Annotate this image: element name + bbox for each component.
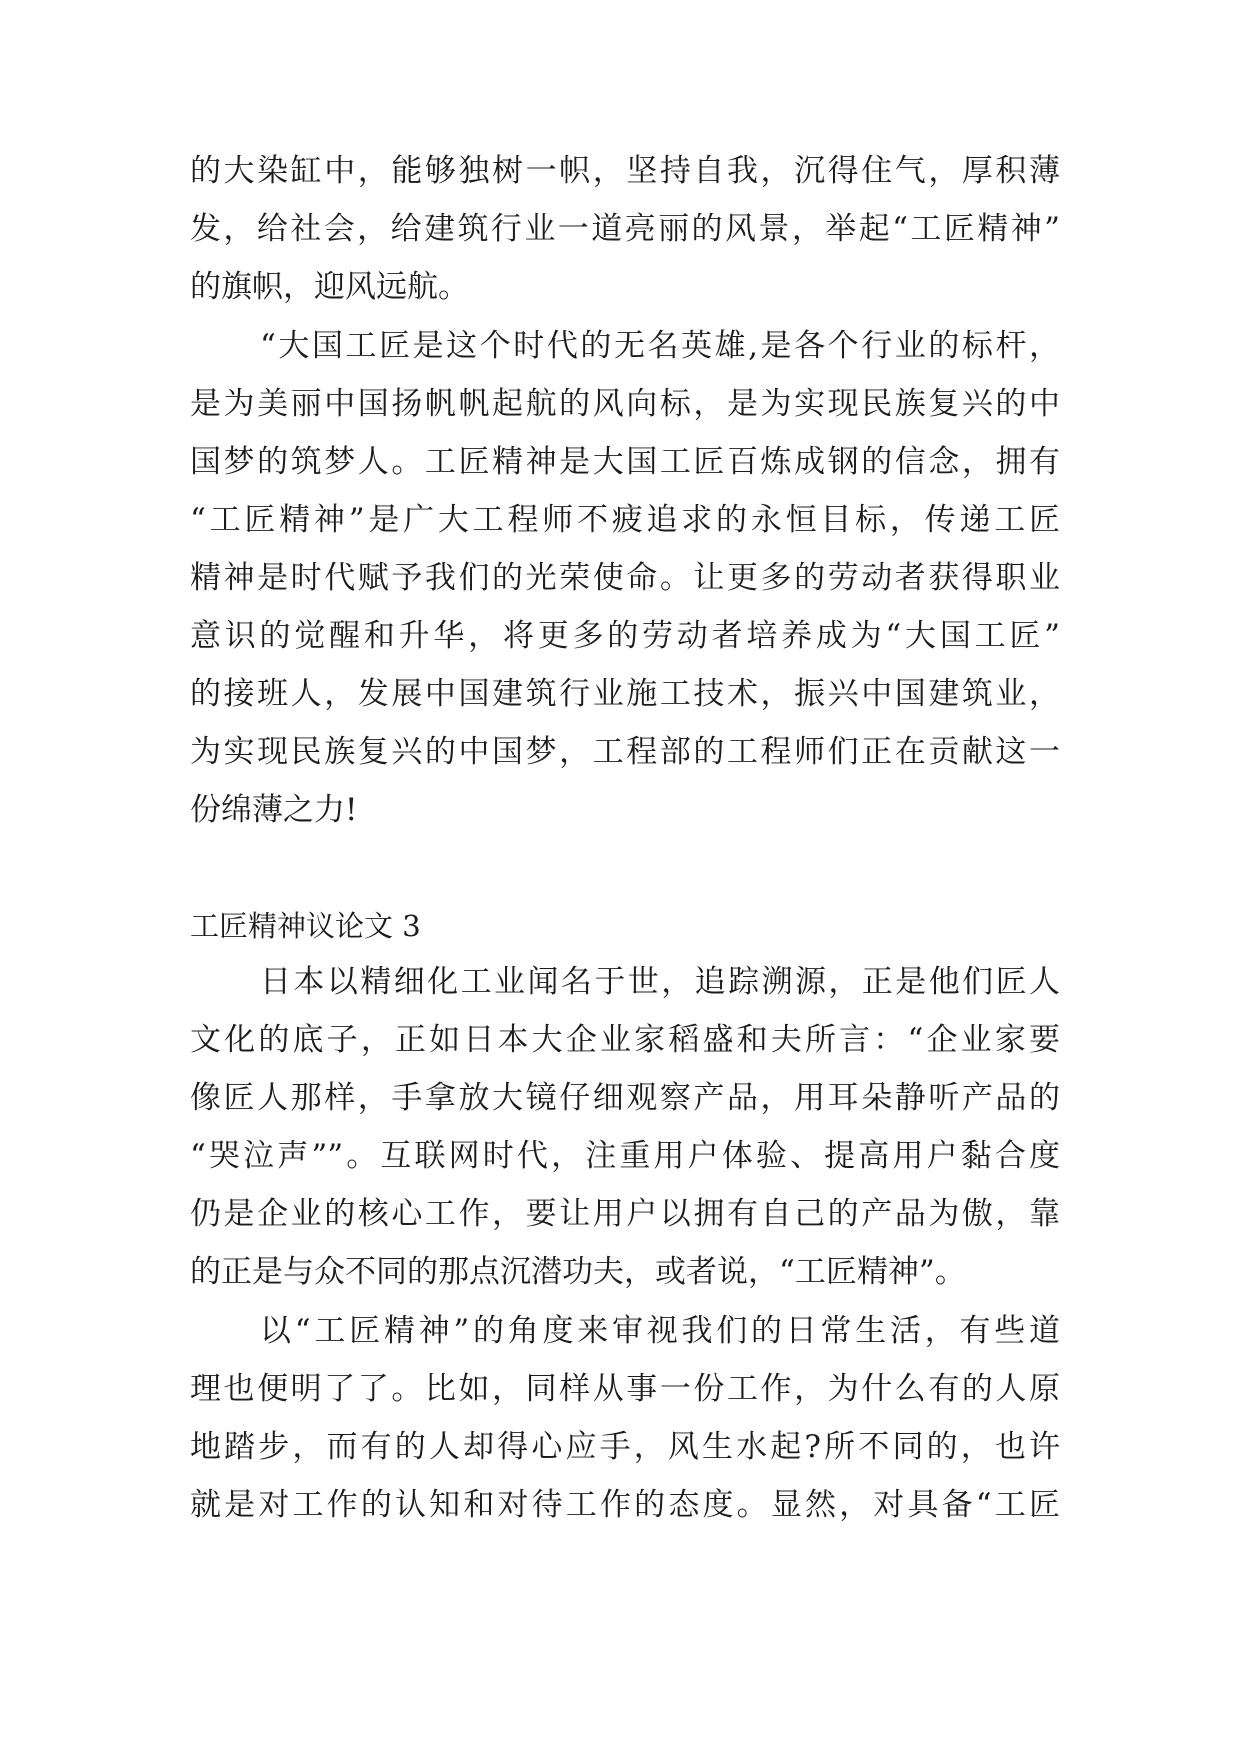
paragraph-line: 以“工匠精神”的角度来审视我们的日常生活，有些道 <box>260 1313 1060 1349</box>
paragraph-line: 份绵薄之力! <box>190 792 358 828</box>
paragraph-line: 仍是企业的核心工作，要让用户以拥有自己的产品为傲，靠 <box>190 1196 1060 1232</box>
paragraph-line: 的旗帜，迎风远航。 <box>190 269 469 305</box>
paragraph-line: 意识的觉醒和升华，将更多的劳动者培养成为“大国工匠” <box>190 618 1060 654</box>
paragraph-line: 国梦的筑梦人。工匠精神是大国工匠百炼成钢的信念，拥有 <box>190 444 1060 480</box>
section-heading: 工匠精神议论文 3 <box>190 909 421 943</box>
paragraph-line: 的正是与众不同的那点沉潜功夫，或者说，“工匠精神”。 <box>190 1254 966 1290</box>
paragraph-line: “哭泣声””。互联网时代，注重用户体验、提高用户黏合度 <box>190 1138 1060 1174</box>
paragraph-line: 文化的底子，正如日本大企业家稻盛和夫所言：“企业家要 <box>190 1022 1060 1058</box>
paragraph-line: 像匠人那样，手拿放大镜仔细观察产品，用耳朵静听产品的 <box>190 1080 1060 1116</box>
paragraph-line: 地踏步，而有的人却得心应手，风生水起?所不同的，也许 <box>190 1429 1060 1465</box>
paragraph-line: 的大染缸中，能够独树一帜，坚持自我，沉得住气，厚积薄 <box>190 153 1060 189</box>
paragraph-line: 日本以精细化工业闻名于世，追踪溯源，正是他们匠人 <box>260 964 1060 1000</box>
paragraph-line: “大国工匠是这个时代的无名英雄,是各个行业的标杆， <box>260 328 1060 364</box>
paragraph-line: 是为美丽中国扬帆帆起航的风向标，是为实现民族复兴的中 <box>190 386 1060 422</box>
paragraph-line: 就是对工作的认知和对待工作的态度。显然，对具备“工匠 <box>190 1487 1060 1523</box>
paragraph-line: 为实现民族复兴的中国梦，工程部的工程师们正在贡献这一 <box>190 734 1060 770</box>
paragraph-line: 精神是时代赋予我们的光荣使命。让更多的劳动者获得职业 <box>190 560 1060 596</box>
paragraph-line: “工匠精神”是广大工程师不疲追求的永恒目标，传递工匠 <box>190 502 1060 538</box>
paragraph-line: 的接班人，发展中国建筑行业施工技术，振兴中国建筑业， <box>190 676 1060 712</box>
paragraph-line: 理也便明了了。比如，同样从事一份工作，为什么有的人原 <box>190 1371 1060 1407</box>
paragraph-line: 发，给社会，给建筑行业一道亮丽的风景，举起“工匠精神” <box>190 211 1060 247</box>
